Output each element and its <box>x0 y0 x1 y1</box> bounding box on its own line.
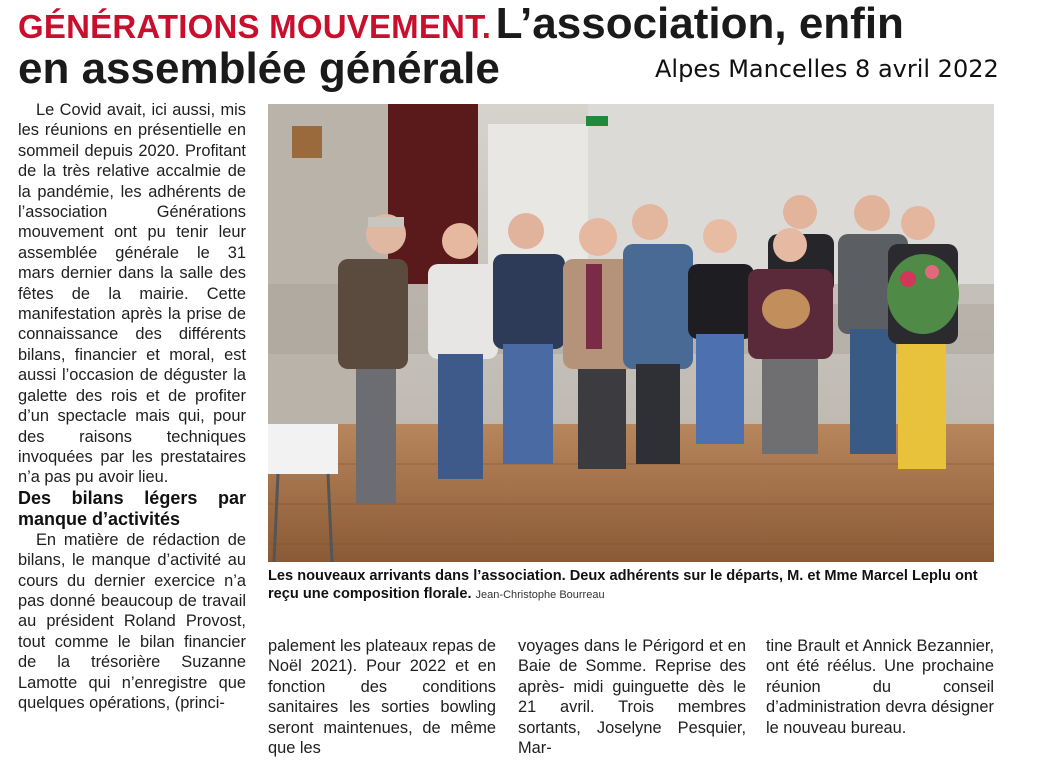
wall-lamp <box>292 126 322 158</box>
article-column-4 <box>766 636 994 738</box>
headline-title-part-2: en assemblée générale <box>18 44 500 93</box>
gift-basket <box>762 289 810 329</box>
source-annotation: Alpes Mancelles 8 avril 2022 <box>655 55 999 83</box>
flower-arrangement <box>887 254 959 334</box>
headline-title-part-1: L’association, enfin <box>495 0 904 48</box>
headline-kicker: GÉNÉRATIONS MOUVEMENT. <box>18 8 492 45</box>
column-2-text: palement les plateaux repas de Noël 2021). Pour 2022 et en fonction des conditions sanitaires les sorties bowling seront maintenues, de même que les <box>268 637 496 758</box>
photo-caption <box>268 567 994 604</box>
column-3-text: voyages dans le Périgord et en Baie de Somme. Reprise des après- midi guinguette dès le 21 avril. Trois membres sortants, Joselyne Pesquier, Mar- <box>518 637 746 758</box>
article-column-3 <box>518 636 746 758</box>
column-4-text: tine Brault et Annick Bezannier, ont été réélus. Une prochaine réunion du conseil d’administration devra désigner le nouveau bureau. <box>766 637 994 737</box>
headline-line-1 <box>18 2 904 46</box>
photo-credit: Jean-Christophe Bourreau <box>475 589 605 601</box>
group-photo-illustration <box>268 104 994 562</box>
article-paragraph-1: Le Covid avait, ici aussi, mis les réunions en présentielle en sommeil depuis 2020. Profitant de la très relative accalmie de la pandémie, les adhérents de l’association Générations mouvement ont pu tenir leur assemblée générale le 31 mars dernier dans la salle des fêtes de la mairie. Cette manifestation après la prise de connaissance des différents bilans, financier et moral, est aussi l’occasion de déguster la galette des rois et de profiter d’un spectacle mais qui, pour des raisons techniques invoquées par les prestataires n’a pas pu avoir lieu. <box>18 101 246 487</box>
exit-sign <box>586 116 608 126</box>
article-photo <box>268 104 994 562</box>
article-subheading: Des bilans légers par manque d’activités <box>18 487 246 529</box>
caption-text: Les nouveaux arrivants dans l’association. Deux adhérents sur le départs, M. et Mme Marcel Leplu ont reçu une composition florale. <box>268 568 978 602</box>
article-paragraph-2: En matière de rédaction de bilans, le manque d’activité au cours du dernier exercice n’a pas donné beaucoup de travail au président Roland Provost, tout comme le bilan financier de la trésorière Suzanne Lamotte qui n’enregistre que quelques opérations, (princi- <box>18 530 246 712</box>
article-column-2 <box>268 636 496 758</box>
article-column-1 <box>18 100 246 713</box>
